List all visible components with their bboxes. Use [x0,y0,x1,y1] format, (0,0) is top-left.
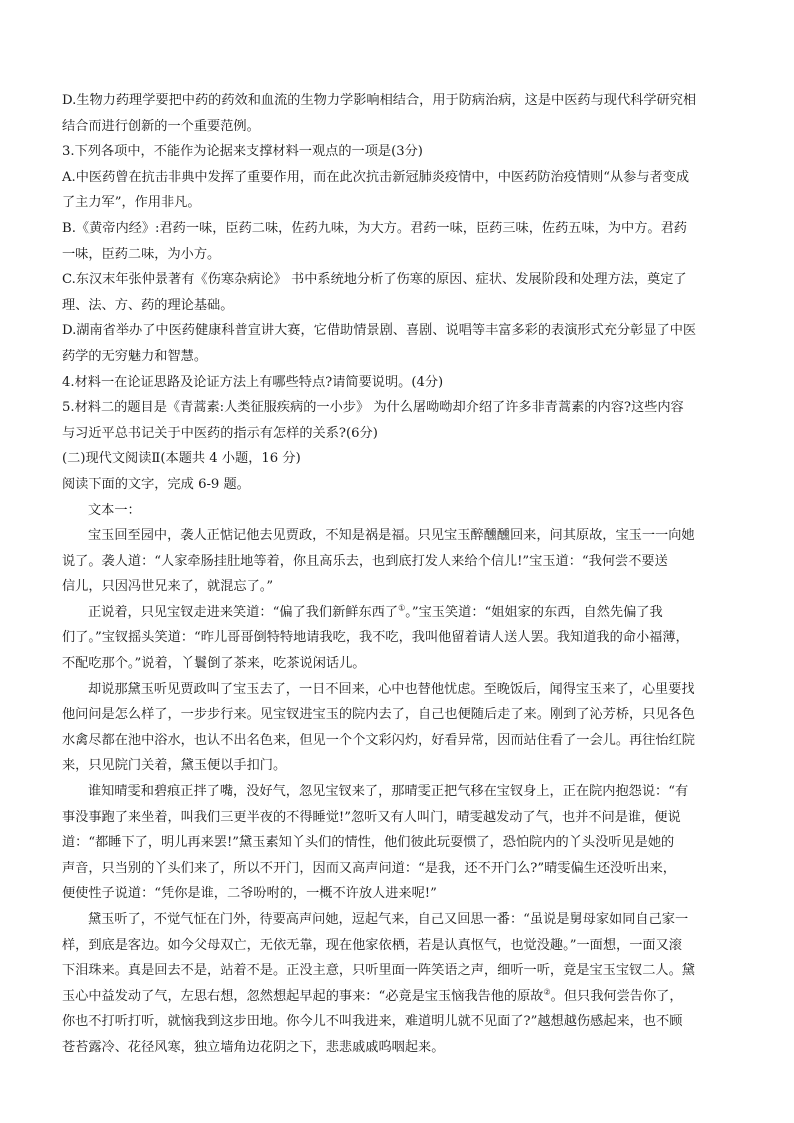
passage-p5-line-6: 苍苔露冷、花径风寒，独立墙角边花阴之下，悲悲戚戚呜咽起来。 [62,1039,445,1055]
q3-option-d-line-1: D.湖南省举办了中医药健康科普宣讲大赛，它借助情景剧、喜剧、说唱等丰富多彩的表演形式充分彰显了中医 [62,323,697,339]
passage-p5-line-5: 你也不打听打听，就恼我到这步田地。你今儿不叫我进来，难道明儿就不见面了?”越想越伤感起来，也不顾 [62,1014,683,1030]
passage-p2-line-3: 不配吃那个。”说着，丫鬟倒了茶来，吃茶说闲话儿。 [62,656,366,672]
question-5-line-1: 5.材料二的题目是《青蒿素:人类征服疾病的一小步》 为什么屠呦呦却介绍了许多非青蒿素的内容?这些内容 [62,400,684,416]
passage-p3-line-1: 却说那黛玉听见贾政叫了宝玉去了，一日不回来，心中也替他忧虑。至晚饭后，闻得宝玉来了，心里要找 [88,681,695,697]
passage-p2-line-1 [62,600,742,626]
passage-p3-line-2: 他问问是怎么样了，一步步行来。见宝钗进宝玉的院内去了，自己也便随后走了来。刚到了沁芳桥，只见各色 [62,707,695,723]
document-page [62,88,742,1061]
q3-option-b-line-1: B.《黄帝内经》:君药一味，臣药二味，佐药九味，为大方。君药一味，臣药三味，佐药五味，为中方。君药 [62,220,687,236]
question-5-line-2: 与习近平总书记关于中医药的指示有怎样的关系?(6分) [62,425,378,441]
q3-option-b-line-2: 一味，臣药二味，为小方。 [62,246,221,262]
text-one-label: 文本一： [88,502,141,518]
passage-p2-text-b: 。”宝玉笑道：“姐姐家的东西，自然先偏了我 [405,604,663,620]
passage-p4-line-5: 便使性子说道：“凭你是谁，二爷吩咐的，一概不许放人进来呢!” [62,886,437,902]
option-d-line-1: D.生物力药理学要把中药的药效和血流的生物力学影响相结合，用于防病治病，这是中医药与现代科学研究相 [62,93,697,108]
passage-p4-line-3: 道：“都睡下了，明儿再来罢!”黛玉素知丫头们的情性，他们彼此玩耍惯了，恐怕院内的丫头没听见是她的 [62,835,675,851]
footnote-marker-2: ② [543,987,551,997]
q3-option-a-line-2: 了主力军”，作用非凡。 [62,195,201,211]
passage-p5-line-2: 样，到底是客边。如今父母双亡，无依无靠，现在他家依栖，若是认真怄气，也觉没趣。”一面想，一面又滚 [62,937,682,953]
passage-p2-line-2: 们了。”宝钗摇头笑道：“昨儿哥哥倒特特地请我吃，我不吃，我叫他留着请人送人罢。我知道我的命小福薄， [62,630,689,646]
passage-p4-line-4: 声音，只当别的丫头们来了，所以不开门，因而又高声问道：“是我，还不开门么?”晴雯偏生还没听出来， [62,860,676,876]
passage-p5-line-3: 下泪珠来。真是回去不是，站着不是。正没主意，只听里面一阵笑语之声，细听一听，竟是宝玉宝钗二人。黛 [62,963,695,979]
question-4: 4.材料一在论证思路及论证方法上有哪些特点?请简要说明。(4分) [62,374,444,390]
footnote-marker-1: ① [398,603,406,613]
passage-p4-line-2: 事没事跑了来坐着，叫我们三更半夜的不得睡觉!”忽听又有人叫门，晴雯越发动了气，也并不问是谁，便说 [62,809,681,825]
passage-p1-line-3: 信儿，只因冯世兄来了，就混忘了。” [62,579,274,595]
passage-p3-line-3: 水禽尽都在池中浴水，也认不出名色来，但见一个个文彩闪灼，好看异常，因而站住看了一会儿。再往怡红院 [62,732,695,748]
passage-p2-text-a: 正说着，只见宝钗走进来笑道：“偏了我们新鲜东西了 [88,604,399,620]
passage-p4-line-1: 谁知晴雯和碧痕正拌了嘴，没好气，忽见宝钗来了，那晴雯正把气移在宝钗身上，正在院内抱怨说：“有 [88,784,689,800]
question-3: 3.下列各项中，不能作为论据来支撑材料一观点的一项是(3分) [62,144,423,160]
q3-option-a-line-1: A.中医药曾在抗击非典中发挥了重要作用，而在此次抗击新冠肺炎疫情中，中医药防治疫情则“从参与者变成 [62,169,690,185]
passage-p3-line-4: 来，只见院门关着，黛玉便以手扣门。 [62,758,287,774]
passage-p1-line-2: 说了。袭人道：“人家牵肠挂肚地等着，你且高乐去，也到底打发人来给个信儿!”宝玉道：“我何尝不要送 [62,553,668,569]
q3-option-c-line-2: 理、法、方、药的理论基础。 [62,297,234,313]
passage-p5-text-a: 玉心中益发动了气，左思右想，忽然想起早起的事来：“必竟是宝玉恼我告他的原故 [62,988,544,1004]
option-d-line-2: 结合而进行创新的一个重要范例。 [62,118,260,134]
passage-p5-text-b: 。但只我何尝告你了， [550,988,683,1004]
passage-p5-line-1: 黛玉听了，不觉气怔在门外，待要高声问她，逗起气来，自己又回思一番：“虽说是舅母家如同自己家一 [88,912,689,927]
passage-p5-line-4 [62,984,742,1010]
passage-p1-line-1: 宝玉回至园中，袭人正惦记他去见贾政，不知是祸是福。只见宝玉醉醺醺回来，问其原故，宝玉一一向她 [88,528,695,544]
reading-instruction: 阅读下面的文字，完成 6-9 题。 [62,476,250,492]
q3-option-c-line-1: C.东汉末年张仲景著有《伤寒杂病论》 书中系统地分析了伤寒的原因、症状、发展阶段和处理方法，奠定了 [62,272,687,288]
q3-option-d-line-2: 药学的无穷魅力和智慧。 [62,348,208,364]
section-heading: (二)现代文阅读Ⅱ(本题共 4 小题，16 分) [62,451,301,467]
